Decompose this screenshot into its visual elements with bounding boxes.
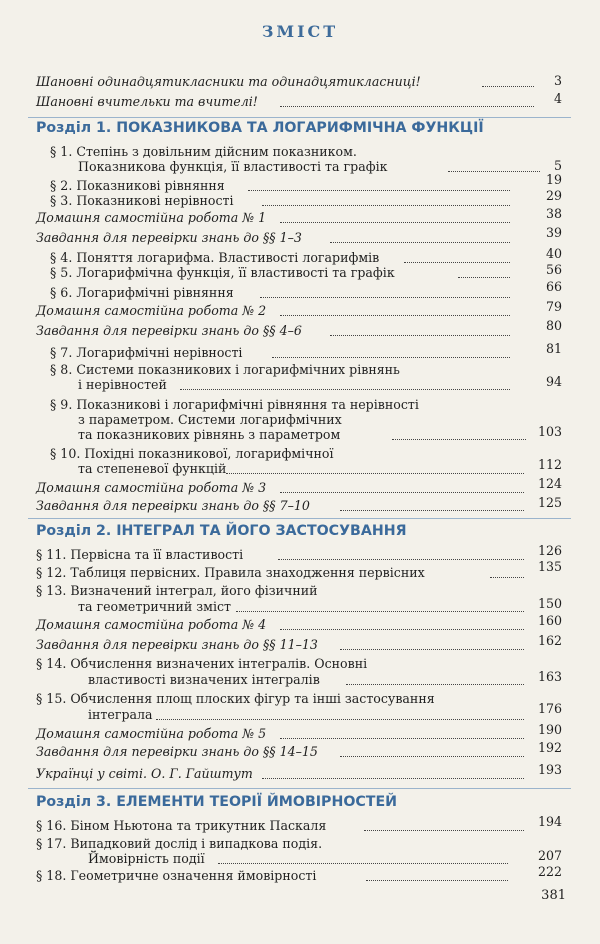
- page-number: 381: [541, 888, 566, 903]
- toc-entry-text: Шановні одинадцятикласники та одинадцятикласниці!: [36, 74, 421, 89]
- toc-page-number: 124: [537, 476, 562, 491]
- dot-leader: [340, 756, 524, 757]
- divider: [28, 518, 571, 519]
- toc-entry-text: § 15. Обчислення площ плоских фігур та інші застосування: [36, 691, 435, 706]
- toc-page-number: 125: [537, 495, 562, 510]
- toc-entry-text: Домашня самостійна робота № 3: [36, 480, 267, 495]
- toc-page-number: 81: [545, 341, 562, 356]
- toc-entry-text: Українці у світі. О. Г. Гайштут: [36, 766, 253, 781]
- dot-leader: [280, 629, 524, 630]
- dot-leader: [340, 510, 524, 511]
- toc-page-number: 38: [545, 206, 562, 221]
- toc-entry-text: Показникова функція, її властивості та графік: [78, 159, 388, 174]
- dot-leader: [280, 315, 510, 316]
- toc-entry-text: Завдання для перевірки знань до §§ 7–10: [36, 498, 310, 513]
- toc-page-number: 103: [537, 424, 562, 439]
- dot-leader: [280, 738, 524, 739]
- dot-leader: [262, 205, 510, 206]
- dot-leader: [236, 611, 524, 612]
- toc-page-number: 193: [537, 762, 562, 777]
- toc-entry-text: Домашня самостійна робота № 4: [36, 617, 267, 632]
- dot-leader: [404, 262, 510, 263]
- toc-page-number: 19: [545, 172, 562, 187]
- toc-entry-text: з параметром. Системи логарифмічних: [78, 412, 342, 427]
- dot-leader: [490, 577, 524, 578]
- dot-leader: [330, 242, 510, 243]
- toc-entry-text: § 2. Показникові рівняння: [50, 178, 225, 193]
- dot-leader: [248, 190, 510, 191]
- toc-page-number: 5: [553, 158, 562, 173]
- toc-page-number: 163: [537, 669, 562, 684]
- dot-leader: [448, 171, 540, 172]
- dot-leader: [262, 778, 524, 779]
- toc-page-number: 29: [545, 188, 562, 203]
- dot-leader: [180, 389, 510, 390]
- toc-entry-text: та степеневої функцій: [78, 461, 227, 476]
- toc-page-number: 4: [553, 91, 562, 106]
- toc-page-number: 222: [537, 864, 562, 879]
- toc-page-number: 176: [537, 701, 562, 716]
- toc-page-number: 80: [545, 318, 562, 333]
- dot-leader: [218, 863, 508, 864]
- toc-entry-text: Завдання для перевірки знань до §§ 4–6: [36, 323, 302, 338]
- toc-entry-text: § 3. Показникові нерівності: [50, 193, 234, 208]
- dot-leader: [272, 357, 510, 358]
- toc-entry-text: Завдання для перевірки знань до §§ 11–13: [36, 637, 318, 652]
- toc-page-number: 39: [545, 225, 562, 240]
- toc-entry-text: Домашня самостійна робота № 5: [36, 726, 267, 741]
- page-title: ЗМІСТ: [261, 22, 339, 41]
- toc-page-number: 190: [537, 722, 562, 737]
- dot-leader: [280, 106, 534, 107]
- section-heading: Розділ 3. ЕЛЕМЕНТИ ТЕОРІЇ ЙМОВІРНОСТЕЙ: [36, 794, 398, 810]
- dot-leader: [366, 880, 508, 881]
- dot-leader: [392, 439, 526, 440]
- toc-entry-text: § 13. Визначений інтеграл, його фізичний: [36, 583, 318, 598]
- toc-entry-text: і нерівностей: [78, 377, 167, 392]
- dot-leader: [364, 830, 524, 831]
- toc-page-number: 192: [537, 740, 562, 755]
- dot-leader: [280, 222, 510, 223]
- dot-leader: [260, 297, 510, 298]
- toc-page-number: 66: [545, 279, 562, 294]
- toc-entry-text: § 10. Похідні показникової, логарифмічної: [50, 446, 334, 461]
- toc-entry-text: § 8. Системи показникових і логарифмічних рівнянь: [50, 362, 400, 377]
- toc-entry-text: Шановні вчительки та вчителі!: [36, 94, 258, 109]
- toc-entry-text: Завдання для перевірки знань до §§ 1–3: [36, 230, 302, 245]
- toc-entry-text: § 6. Логарифмічні рівняння: [50, 285, 234, 300]
- toc-entry-text: § 18. Геометричне означення ймовірності: [36, 868, 317, 883]
- toc-entry-text: Завдання для перевірки знань до §§ 14–15: [36, 744, 318, 759]
- toc-entry-text: § 4. Поняття логарифма. Властивості логарифмів: [50, 250, 380, 265]
- toc-entry-text: § 9. Показникові і логарифмічні рівняння та нерівності: [50, 397, 419, 412]
- dot-leader: [156, 719, 524, 720]
- dot-leader: [458, 277, 510, 278]
- toc-entry-text: § 1. Степінь з довільним дійсним показником.: [50, 144, 357, 159]
- toc-entry-text: та показникових рівнянь з параметром: [78, 427, 341, 442]
- toc-page-number: 112: [537, 457, 562, 472]
- toc-entry-text: властивості визначених інтегралів: [88, 672, 320, 687]
- toc-page-number: 207: [537, 848, 562, 863]
- toc-page-number: 194: [537, 814, 562, 829]
- section-heading: Розділ 1. ПОКАЗНИКОВА ТА ЛОГАРИФМІЧНА ФУНКЦІЇ: [36, 120, 484, 136]
- dot-leader: [280, 492, 524, 493]
- dot-leader: [278, 559, 524, 560]
- dot-leader: [482, 86, 534, 87]
- toc-entry-text: § 17. Випадковий дослід і випадкова подія.: [36, 836, 323, 851]
- divider: [28, 117, 571, 118]
- toc-page-number: 135: [537, 559, 562, 574]
- toc-page-number: 40: [545, 246, 562, 261]
- toc-page-number: 56: [545, 262, 562, 277]
- toc-entry-text: § 11. Первісна та її властивості: [36, 547, 244, 562]
- toc-entry-text: § 7. Логарифмічні нерівності: [50, 345, 243, 360]
- toc-entry-text: § 14. Обчислення визначених інтегралів. Основні: [36, 656, 368, 671]
- dot-leader: [346, 684, 524, 685]
- toc-entry-text: Домашня самостійна робота № 2: [36, 303, 267, 318]
- toc-page-number: 160: [537, 613, 562, 628]
- toc-entry-text: інтеграла: [88, 707, 153, 722]
- toc-entry-text: та геометричний зміст: [78, 599, 232, 614]
- dot-leader: [226, 473, 524, 474]
- divider: [28, 788, 571, 789]
- toc-page-number: 94: [545, 374, 562, 389]
- toc-page-number: 126: [537, 543, 562, 558]
- toc-entry-text: § 5. Логарифмічна функція, її властивості та графік: [50, 265, 395, 280]
- toc-entry-text: § 12. Таблиця первісних. Правила знаходження первісних: [36, 565, 425, 580]
- toc-entry-text: Домашня самостійна робота № 1: [36, 210, 267, 225]
- toc-page-number: 79: [545, 299, 562, 314]
- toc-entry-text: Ймовірність події: [88, 851, 205, 866]
- toc-entry-text: § 16. Біном Ньютона та трикутник Паскаля: [36, 818, 327, 833]
- section-heading: Розділ 2. ІНТЕГРАЛ ТА ЙОГО ЗАСТОСУВАННЯ: [36, 523, 407, 539]
- toc-page-number: 162: [537, 633, 562, 648]
- toc-page-number: 3: [553, 73, 562, 88]
- toc-page-number: 150: [537, 596, 562, 611]
- dot-leader: [330, 335, 510, 336]
- dot-leader: [340, 649, 524, 650]
